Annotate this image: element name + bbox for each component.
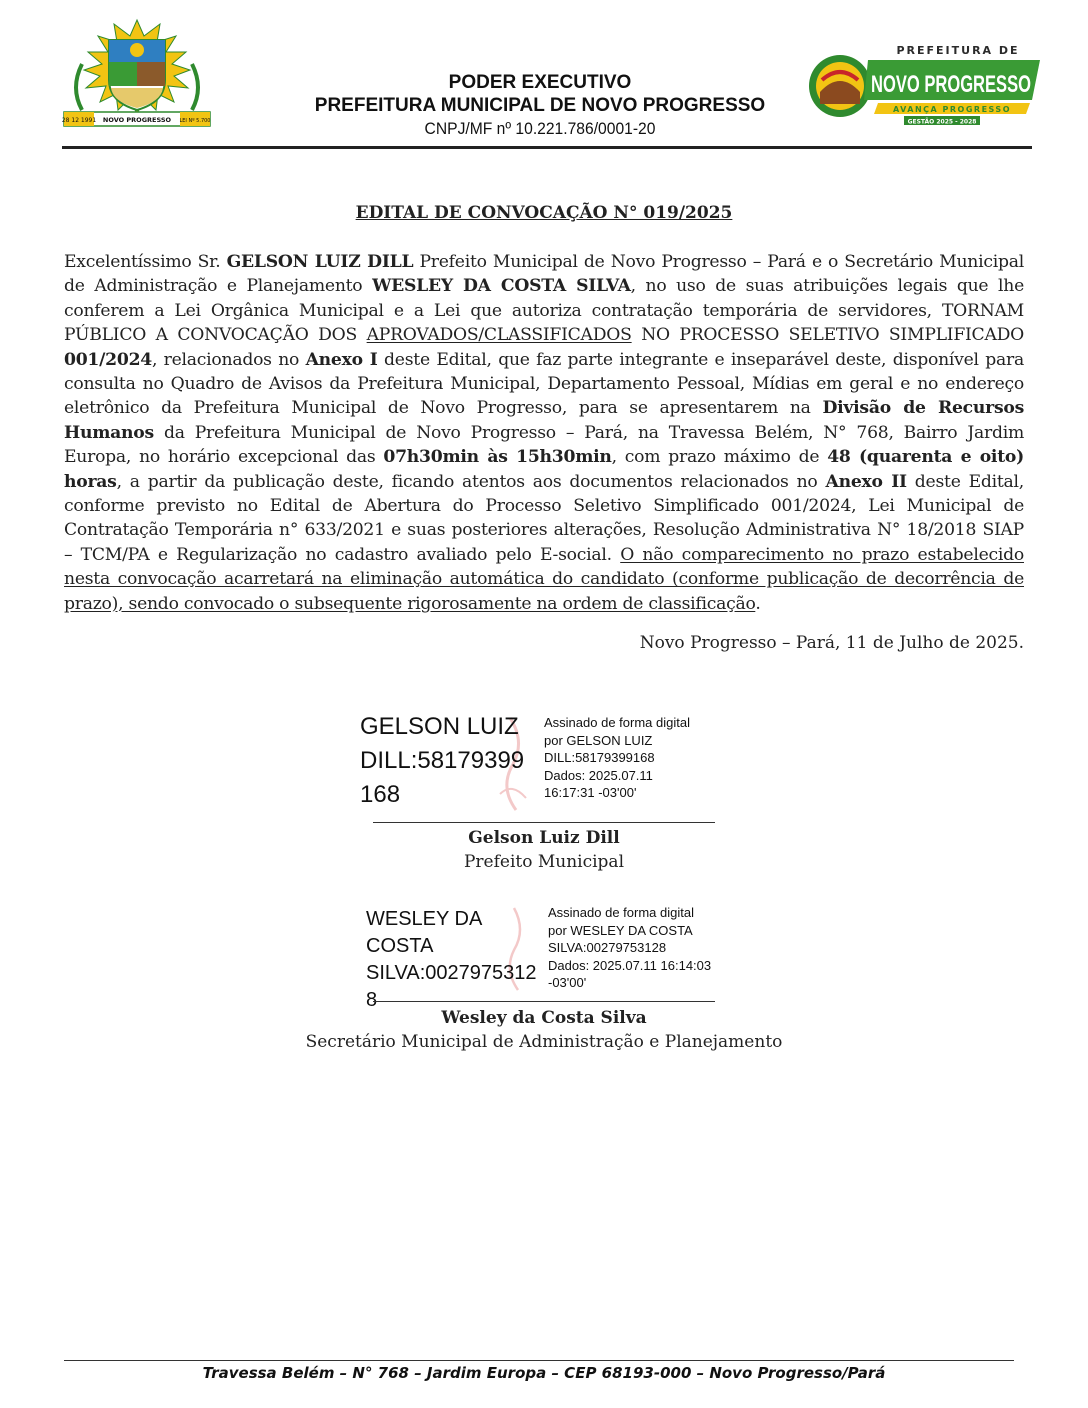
document-title: EDITAL DE CONVOCAÇÃO N° 019/2025 — [355, 203, 733, 223]
body-text: deste Edital, conforme previsto no Edital de Abertura do Processo Seletivo Simplificado 001/2024, Lei Municipal de Contratação Temporária n° 633/2021 e suas posteriores alterações, Resolução Administrativa N° 18/2018 SIAP – TCM/PA e Regularização no cadastro avaliado pelo E-social. — [64, 471, 1024, 565]
digital-signature-block — [360, 710, 720, 818]
signature-line — [373, 1001, 715, 1002]
signatory-block — [244, 1006, 844, 1054]
svg-text:PREFEITURA DE: PREFEITURA DE — [896, 44, 1020, 57]
process-number-bold: 001/2024 — [64, 349, 152, 370]
signatory-block — [344, 826, 744, 874]
header-divider — [62, 146, 1032, 149]
svg-text:GESTÃO 2025 - 2028: GESTÃO 2025 - 2028 — [907, 118, 977, 126]
body-text: da Prefeitura Municipal de Novo Progresso – Pará, na Travessa Belém, N° 768, Bairro Jardim Europa, no horário excepcional das — [64, 422, 1024, 468]
svg-text:AVANÇA PROGRESSO: AVANÇA PROGRESSO — [892, 105, 1012, 114]
letterhead-municipality: PREFEITURA MUNICIPAL DE NOVO PROGRESSO — [314, 95, 766, 116]
body-text: Prefeito Municipal de Novo Progresso – Pará e o Secretário Municipal de Administração e Planejamento — [64, 252, 1024, 297]
prefeitura-brand-logo-icon — [808, 40, 1042, 134]
footer-address: Travessa Belém – N° 768 – Jardim Europa – CEP 68193-000 – Novo Progresso/Pará — [202, 1364, 886, 1382]
signatory-name: Gelson Luiz Dill — [468, 828, 620, 848]
body-text: . — [755, 593, 761, 614]
body-text: , no uso de suas atribuições legais que lhe conferem a Lei Orgânica Municipal e a Lei que autoriza contratação temporária de servidores, TORNAM PÚBLICO A CONVOCAÇÃO DOS — [64, 276, 1024, 346]
annex-two-bold: Anexo II — [825, 471, 907, 492]
secretary-name-bold: WESLEY DA COSTA SILVA — [372, 276, 631, 297]
certificate-holder: WESLEY DA COSTA SILVA:0027975312 8 — [366, 908, 537, 1011]
svg-text:NOVO PROGRESSO: NOVO PROGRESSO — [871, 71, 1031, 98]
document-body — [64, 250, 1024, 616]
letterhead-cnpj: CNPJ/MF nº 10.221.786/0001-20 — [424, 119, 656, 138]
mayor-name-bold: GELSON LUIZ DILL — [226, 252, 414, 272]
signature-metadata: Assinado de forma digital por WESLEY DA COSTA SILVA:00279753128 Dados: 2025.07.11 16:14:03 -03'00' — [548, 905, 712, 990]
hr-division-bold: Divisão de Recursos Humanos — [64, 398, 1025, 443]
elimination-warning-underlined: O não comparecimento no prazo estabelecido nesta convocação acarretará na eliminação automática do candidato (conforme publicação de decorrência de prazo), sendo convocado o subsequente rigorosamente na ordem de classificação — [64, 544, 1024, 614]
body-text: , relacionados no — [152, 349, 306, 370]
svg-text:LEI Nº 5.700: LEI Nº 5.700 — [179, 118, 211, 124]
body-text: , com prazo máximo de — [611, 447, 828, 468]
office-hours-bold: 07h30min às 15h30min — [383, 447, 612, 468]
signature-metadata: Assinado de forma digital por GELSON LUIZ DILL:58179399168 Dados: 2025.07.11 16:17:31 -03'00' — [544, 715, 690, 800]
body-text: NO PROCESSO SELETIVO SIMPLIFICADO — [631, 325, 1024, 346]
footer-divider — [64, 1360, 1014, 1361]
signatory-role: Prefeito Municipal — [463, 852, 625, 872]
body-text: Excelentíssimo Sr. — [64, 252, 227, 272]
municipal-coat-of-arms-icon — [62, 18, 212, 130]
annex-one-bold: Anexo I — [305, 349, 378, 370]
body-text: , a partir da publicação deste, ficando atentos aos documentos relacionados no — [116, 471, 826, 492]
approved-underlined: APROVADOS/CLASSIFICADOS — [366, 325, 632, 346]
svg-text:28 12 1991: 28 12 1991 — [61, 117, 97, 124]
signatory-name: Wesley da Costa Silva — [441, 1008, 647, 1028]
certificate-holder: GELSON LUIZ DILL:58179399 168 — [360, 713, 525, 808]
letterhead-power: PODER EXECUTIVO — [448, 72, 632, 93]
deadline-bold: 48 (quarenta e oito) horas — [64, 447, 1024, 492]
digital-signature-block — [366, 904, 726, 1011]
letterhead-text — [250, 72, 830, 140]
signatory-role: Secretário Municipal de Administração e Planejamento — [305, 1032, 783, 1052]
signature-line — [373, 822, 715, 823]
date-line: Novo Progresso – Pará, 11 de Julho de 2025. — [639, 633, 1024, 653]
body-text: deste Edital, que faz parte integrante e inseparável deste, disponível para consulta no Quadro de Avisos da Prefeitura Municipal, Departamento Pessoal, Mídias em geral e no endereço eletrônico da Prefeitura Municipal de Novo Progresso, para se apresentarem na — [64, 349, 1024, 419]
svg-text:NOVO PROGRESSO: NOVO PROGRESSO — [102, 116, 172, 124]
